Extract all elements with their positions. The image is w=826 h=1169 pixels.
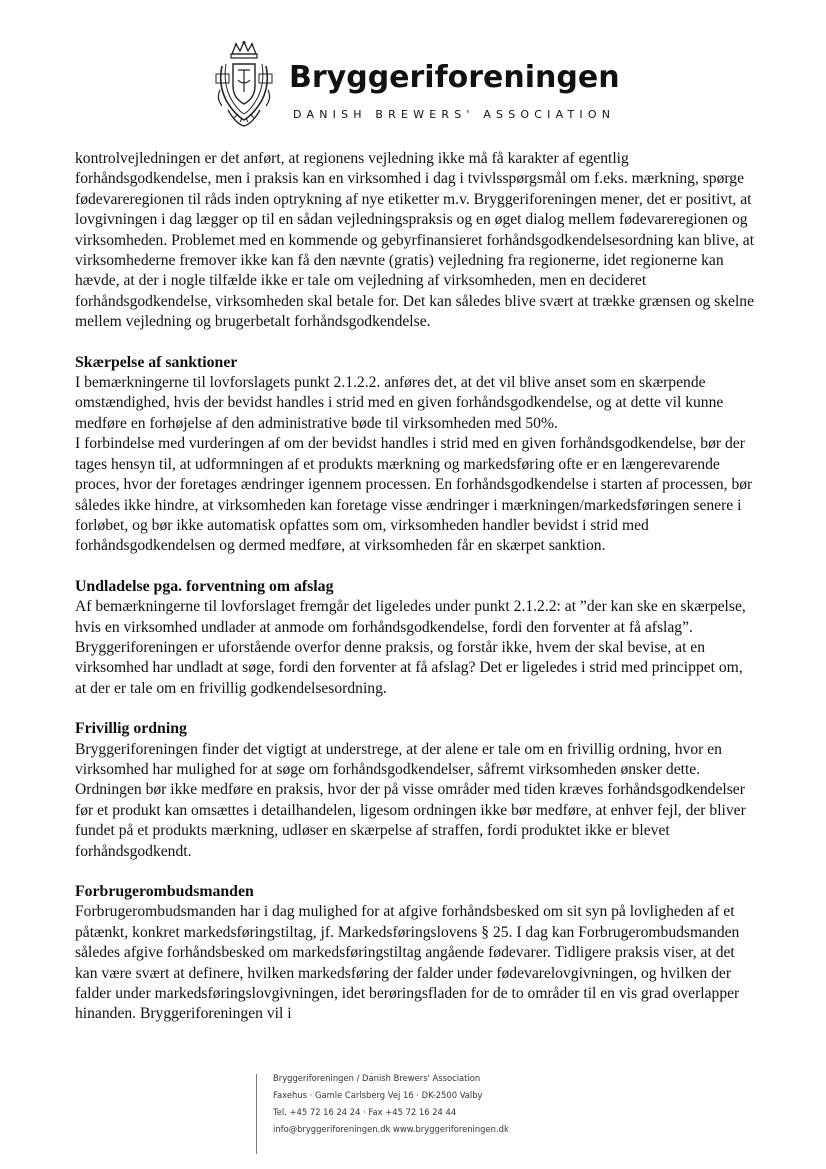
section-heading: Undladelse pga. forventning om afslag: [75, 577, 334, 595]
section-paragraph: Af bemærkningerne til lovforslaget fremgår det ligeledes under punkt 2.1.2.2: at ”der kan ske en skærpelse, hvis en virksomhed undlader at anmode om forhåndsgodkendelse, fordi den forventer at få afslag”. Bryggeriforeningen er uforstående overfor denne praksis, og forstår ikke, hvem der skal bevise, at en virksomhed har undladt at søge, fordi den forventer at få afslag? Det er ligeledes i strid med princippet om, at der er tale om en frivillig godkendelsesordning.: [75, 598, 746, 697]
organization-name: Bryggeriforeningen: [289, 60, 620, 95]
section-heading: Frivillig ordning: [75, 720, 187, 738]
footer-organization: Bryggeriforeningen / Danish Brewers' Association: [273, 1073, 481, 1083]
section-paragraph: I forbindelse med vurderingen af om der bevidst handles i strid med en given forhåndsgodkendelse, bør der tages hensyn til, at udformningen af et produkts mærkning og markedsføring ofte er en længerevarende proces, hvor der foretages ændringer igennem processen. En forhåndsgodkendelse i starten af processen, bør således ikke hindre, at virksomheden kan foretage visse ændringer i mærkningen/markedsføringen senere i forløbet, og bør ikke automatisk opfattes som om, virksomheden handler bevidst i strid med forhåndsgodkendelsen og dermed medføre, at virksomheden får en skærpet sanktion.: [75, 435, 753, 555]
intro-paragraph: kontrolvejledningen er det anført, at regionens vejledning ikke må få karakter af egentlig forhåndsgodkendelse, men i praksis kan en virksomhed i dag i tvivlsspørgsmål om f.eks. mærkning, spørge fødevareregionen til råds inden optrykning af nye etiketter m.v. Bryggeriforeningen mener, det er positivt, at lovgivningen i dag lægger op til en sådan vejledningspraksis og en øget dialog mellem fødevareregionen og virksomheden. Problemet med en kommende og gebyrfinansieret forhåndsgodkendelsesordning kan blive, at virksomhederne fremover ikke kan få den nævnte (gratis) vejledning fra regionerne, idet regionerne kan hævde, at der i nogle tilfælde ikke er tale om vejledning af virksomheden, men en decideret forhåndsgodkendelse, virksomheden skal betale for. Det kan således blive svært at trække grænsen og skelne mellem vejledning og brugerbetalt forhåndsgodkendelse.: [75, 150, 755, 331]
section-forbrugerombudsmanden: [75, 882, 755, 1025]
section-undladelse: [75, 577, 755, 699]
section-heading: Forbrugerombudsmanden: [75, 883, 254, 900]
section-paragraph: I bemærkningerne til lovforslagets punkt 2.1.2.2. anføres det, at det vil blive anset som en skærpende omstændighed, hvis der bevidst handles i strid med en given forhåndsgodkendelse, og at dette vil kunne medføre en forhøjelse af den administrative bøde til virksomheden med 50%.: [75, 374, 724, 432]
section-paragraph: Bryggeriforeningen finder det vigtigt at understrege, at der alene er tale om en frivillig ordning, hvor en virksomhed har mulighed for at søge om forhåndsgodkendelser, såfremt virksomheden ønsker dette. Ordningen bør ikke medføre en praksis, hvor der på visse områder med tiden kræves forhåndsgodkendelser før et produkt kan omsættes i detailhandelen, ligesom ordningen ikke bør medføre, at enhver fejl, der bliver fundet på et produkts mærkning, udløser en skærpelse af straffen, fordi produktet ikke er blevet forhåndsgodkendt.: [75, 740, 746, 860]
footer-address: Faxehus · Gamle Carlsberg Vej 16 · DK-2500 Valby: [273, 1090, 483, 1100]
letterhead-footer: [256, 1070, 586, 1160]
section-frivillig-ordning: [75, 719, 755, 862]
footer-divider: [256, 1074, 257, 1154]
footer-email-web: info@bryggeriforeningen.dk www.bryggeriforeningen.dk: [273, 1124, 509, 1134]
letterhead: [0, 0, 826, 140]
letter-body: [75, 149, 755, 1025]
crest-emblem-icon: [214, 40, 274, 130]
footer-phone-fax: Tel. +45 72 16 24 24 · Fax +45 72 16 24 44: [273, 1107, 457, 1117]
section-paragraph: Forbrugerombudsmanden har i dag mulighed for at afgive forhåndsbesked om sit syn på lovligheden af et påtænkt, konkret markedsføringstiltag, jf. Markedsføringslovens § 25. I dag kan Forbrugerombudsmanden således afgive forhåndsbesked om markedsføringstiltag angående fødevarer. Tidligere praksis viser, at det kan være svært at definere, hvilken markedsføring der falder under fødevarelovgivningen, og hvilken der falder under markedsføringslovgivningen, idet berøringsfladen for de to områder til en vis grad overlapper hinanden. Bryggeriforeningen vil i: [75, 903, 740, 1023]
contact-info: [273, 1070, 509, 1138]
organization-subtitle: DANISH BREWERS' ASSOCIATION: [293, 108, 616, 121]
section-heading: Skærpelse af sanktioner: [75, 353, 238, 371]
section-skaerpelse-af-sanktioner: [75, 353, 755, 557]
